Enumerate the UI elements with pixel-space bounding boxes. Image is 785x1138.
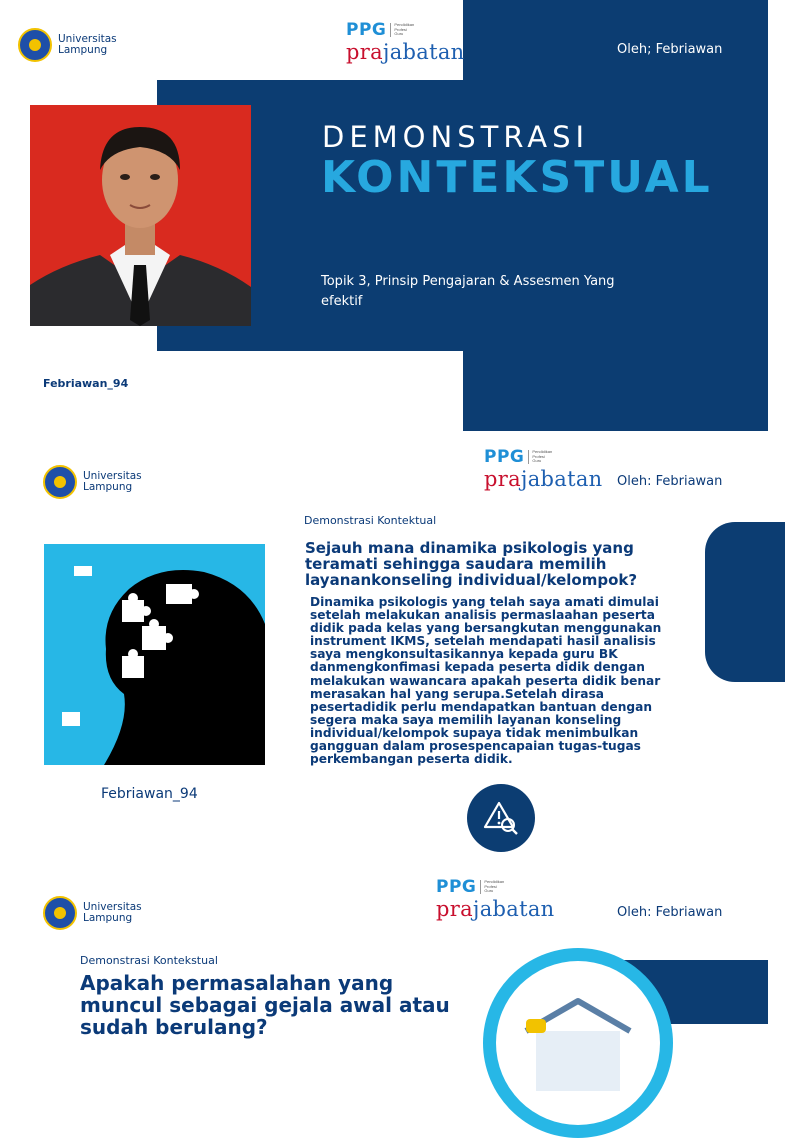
ppg-logo-wordmark: prajabatan	[484, 467, 603, 491]
slide1-title-line1: DEMONSTRASI	[322, 120, 590, 154]
author-handle: Febriawan_94	[101, 786, 198, 802]
ppg-prajabatan-logo	[484, 447, 602, 491]
ppg-logo-wordmark: prajabatan	[346, 40, 465, 64]
ppg-logo-acronym: PPG	[436, 877, 477, 897]
alert-magnifier-icon	[467, 784, 535, 852]
author-byline: Oleh: Febriawan	[617, 474, 723, 489]
ppg-logo-subtitle: Pendidikan Profesi Guru	[528, 450, 562, 464]
slide3-section-label: Demonstrasi Kontekstual	[80, 954, 218, 967]
slide2-question: Sejauh mana dinamika psikologis yang teramati sehingga saudara memilih layanankonseling individual/kelompok?	[305, 539, 638, 589]
university-seal-icon	[18, 28, 52, 62]
puzzle-head-illustration	[44, 544, 265, 765]
ppg-prajabatan-logo	[346, 20, 463, 64]
ppg-prajabatan-logo	[436, 877, 554, 921]
author-handle: Febriawan_94	[43, 377, 129, 390]
university-name-line2: Lampung	[58, 44, 108, 56]
university-name-line2: Lampung	[83, 481, 133, 493]
university-name-line1: Universitas	[83, 901, 142, 913]
ppg-logo-acronym: PPG	[484, 447, 525, 467]
university-seal-icon	[43, 465, 77, 499]
slide1-topic: Topik 3, Prinsip Pengajaran & Assesmen Yang efektif	[321, 274, 615, 309]
ppg-logo-subtitle: Pendidikan Profesi Guru	[480, 880, 514, 894]
university-name	[83, 471, 142, 493]
university-name	[58, 34, 117, 56]
university-name-line1: Universitas	[58, 33, 117, 45]
university-name-line1: Universitas	[83, 470, 142, 482]
author-byline: Oleh: Febriawan	[617, 905, 723, 920]
university-name-line2: Lampung	[83, 912, 133, 924]
slide3-illustration	[496, 961, 660, 1125]
slide2-answer: Dinamika psikologis yang telah saya amati dimulai setelah melakukan analisis permaslaahan peserta didik pada kelas yang bersangkutan menggunakan instrument IKMS, setelah mendapati hasil analisis saya mengkonsultasikannya kepada guru BK danmengkonfimasi kepada peserta didik dengan melakukan wawancara apakah peserta didik benar merasakan hal yang serupa.Setelah dirasa pesertadidik perlu mendapatkan bantuan dengan segera maka saya memilih layanan konseling individual/kelompok supaya tidak menimbulkan gangguan dalam prosespencapaian tugas-tugas perkembangan peserta didik.	[310, 595, 662, 767]
ppg-logo-card	[338, 0, 463, 80]
slide1-title-line2: KONTEKSTUAL	[321, 152, 713, 203]
ppg-logo-acronym: PPG	[346, 20, 387, 40]
university-logo	[18, 28, 117, 62]
author-byline: Oleh; Febriawan	[617, 42, 723, 57]
author-portrait-photo	[30, 105, 251, 326]
university-name	[83, 902, 142, 924]
slide3-question: Apakah permasalahan yang muncul sebagai gejala awal atau sudah berulang?	[80, 971, 450, 1039]
university-seal-icon	[43, 896, 77, 930]
slide2-section-label: Demonstrasi Kontektual	[304, 514, 437, 527]
university-logo	[43, 896, 142, 930]
ppg-logo-wordmark: prajabatan	[436, 897, 555, 921]
university-logo	[43, 465, 142, 499]
slide1-navy-band-top	[463, 0, 768, 80]
slide2-navy-side-tab	[705, 522, 785, 682]
ppg-logo-subtitle: Pendidikan Profesi Guru	[390, 23, 424, 37]
slide1-navy-band-bottom	[463, 351, 768, 431]
